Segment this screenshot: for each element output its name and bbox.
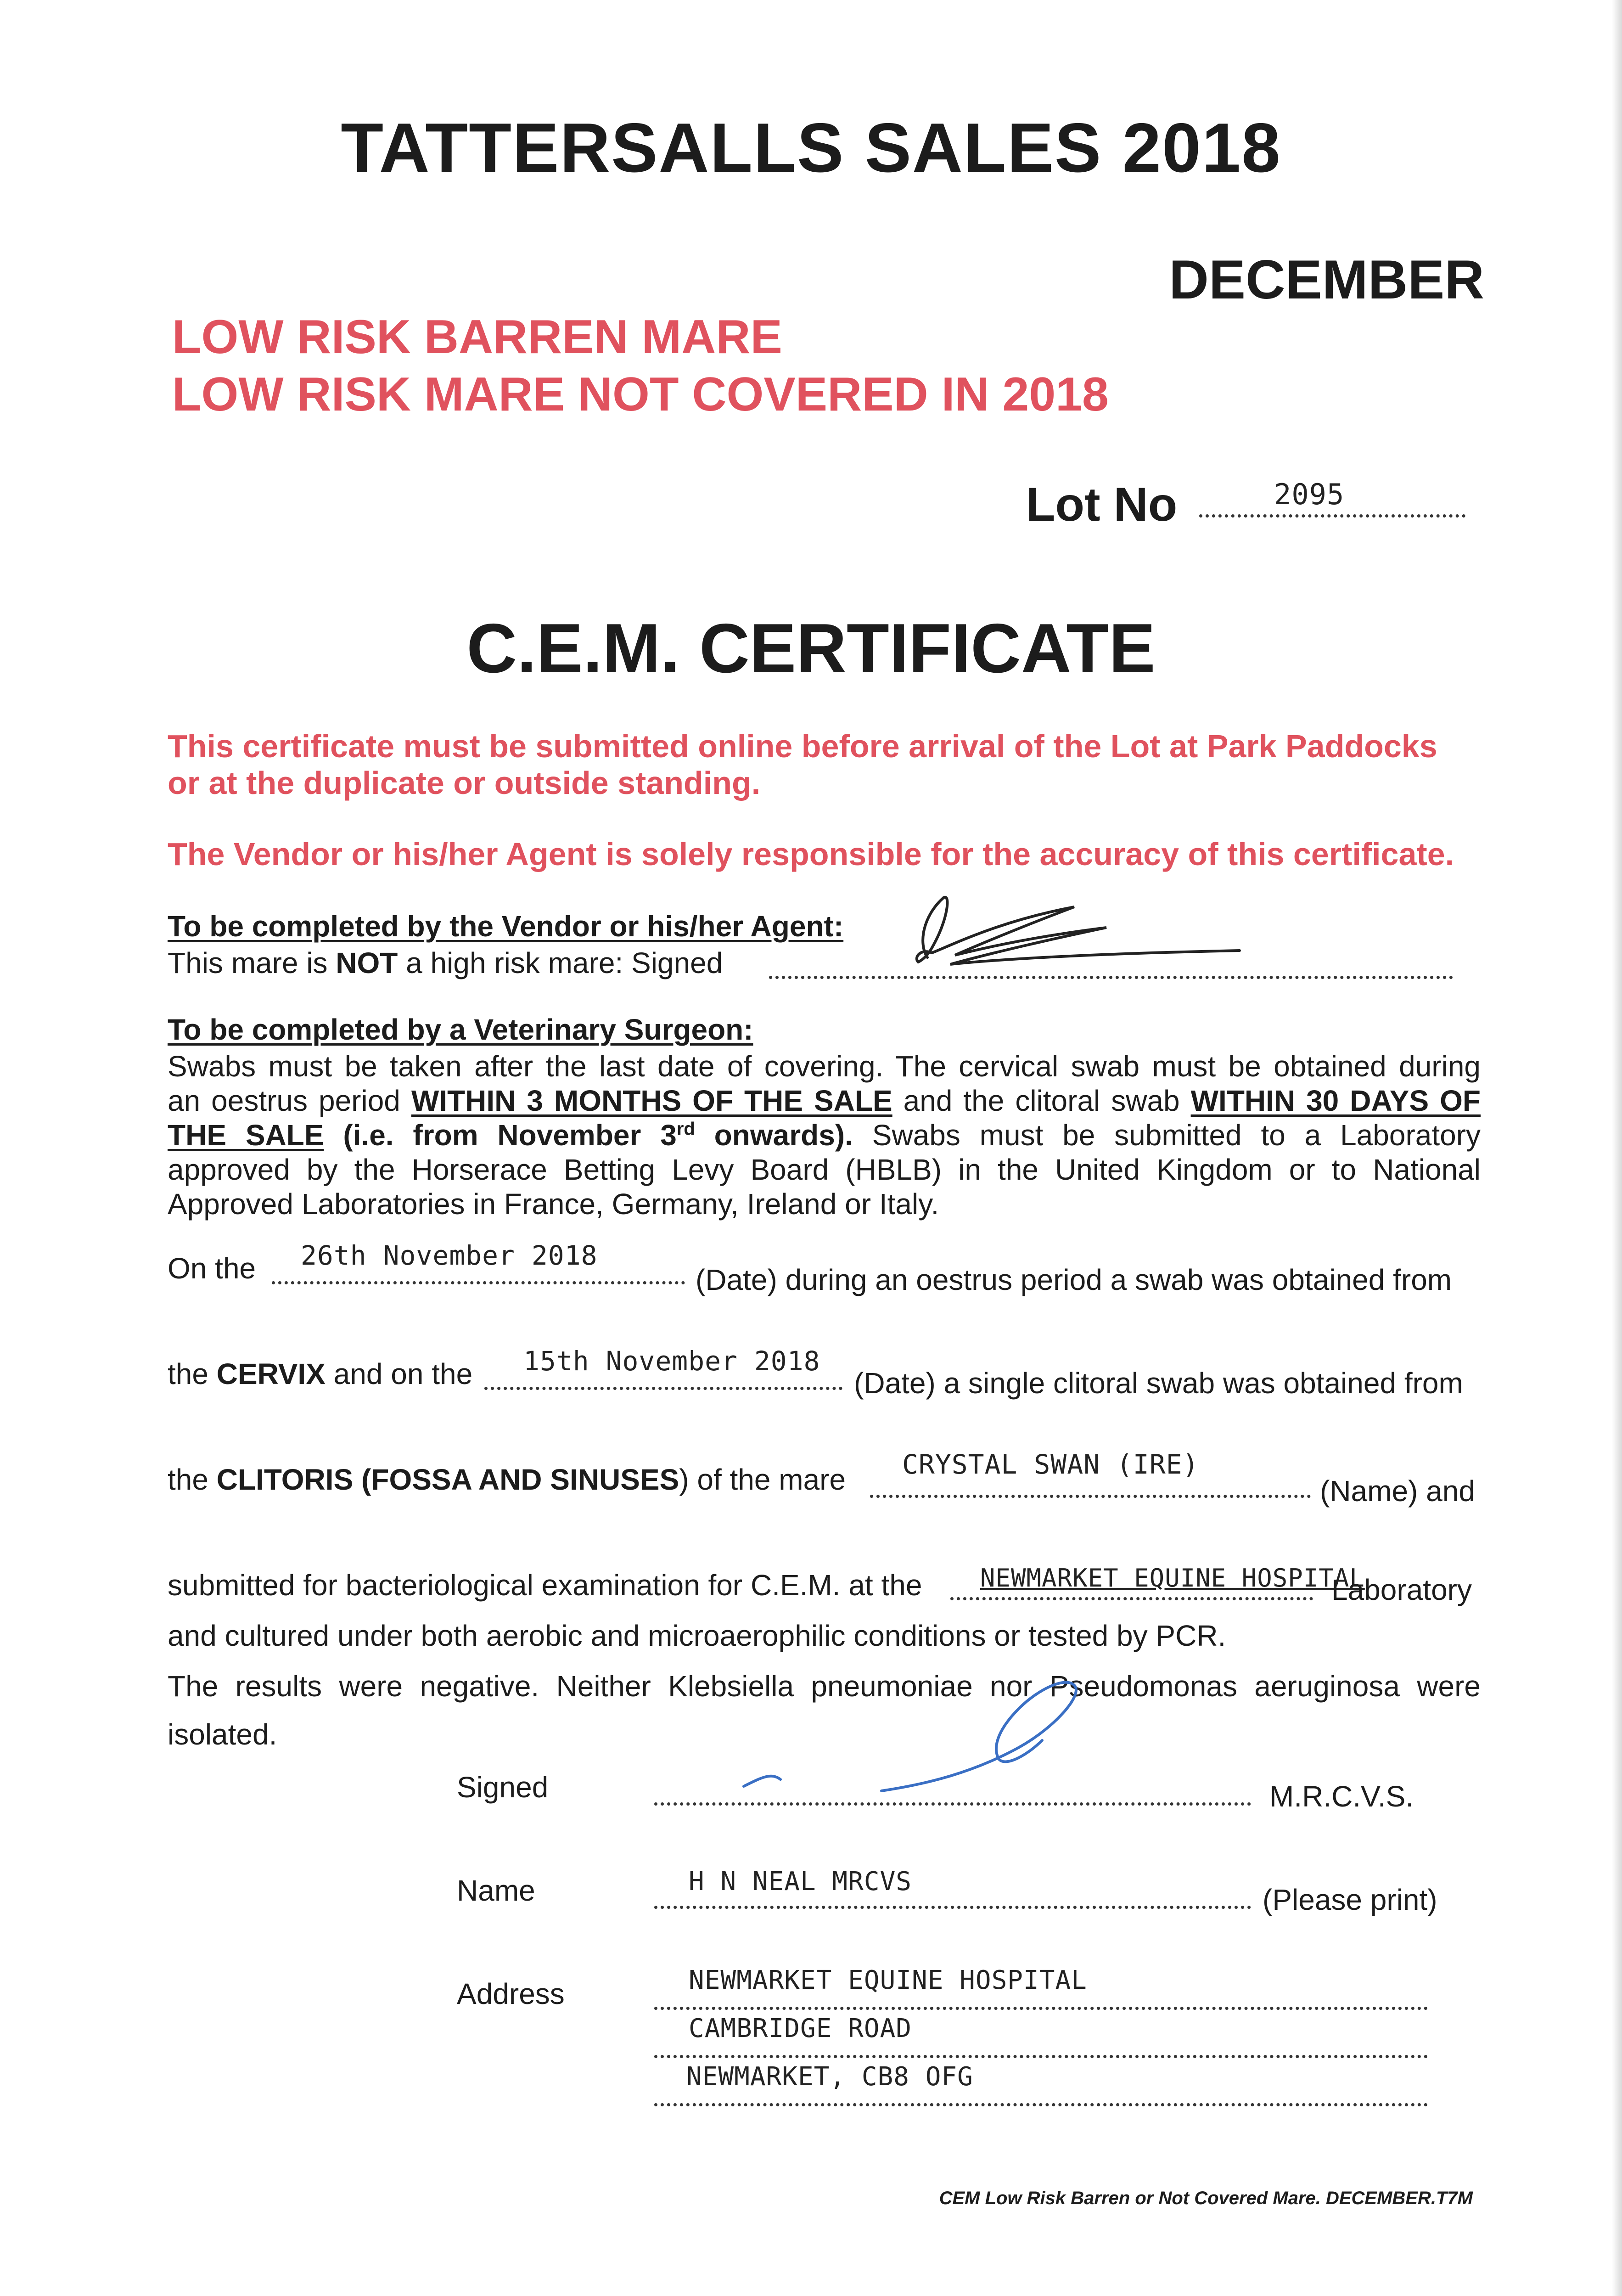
vet-para-line-2 xyxy=(168,1084,1481,1118)
vet-para-l3-d: Swabs must be submitted to a Laboratory xyxy=(853,1119,1481,1152)
clitoral-date-tail: (Date) a single clitoral swab was obtained from xyxy=(854,1367,1463,1400)
vet-para-line-4: approved by the Horserace Betting Levy Board (HBLB) in the United Kingdom or to National xyxy=(168,1153,1481,1186)
vet-para-l2-b: WITHIN 3 MONTHS OF THE SALE xyxy=(411,1084,892,1117)
lot-number-value: 2095 xyxy=(1274,478,1345,511)
form-line-2 xyxy=(168,1357,472,1391)
lot-number-label: Lot No xyxy=(1026,478,1178,531)
clitoral-date-value: 15th November 2018 xyxy=(523,1345,820,1377)
mrcvs-label: M.R.C.V.S. xyxy=(1269,1780,1414,1813)
cervix-date-tail: (Date) during an oestrus period a swab was obtained from xyxy=(696,1263,1452,1296)
vet-name-value: H N NEAL MRCVS xyxy=(689,1867,912,1896)
form-line-3 xyxy=(168,1463,846,1497)
address-dots-2 xyxy=(654,2055,1428,2058)
vendor-statement-pre: This mare is xyxy=(168,946,336,979)
address-dots-3 xyxy=(654,2103,1428,2106)
category-line-1: LOW RISK BARREN MARE xyxy=(172,310,782,364)
form-l3-clitoris: CLITORIS (FOSSA AND SINUSES xyxy=(216,1463,679,1496)
vendor-signature-dots xyxy=(769,976,1453,979)
address-line-1: NEWMARKET EQUINE HOSPITAL xyxy=(689,1965,1087,1995)
vendor-statement-post: a high risk mare: Signed xyxy=(398,946,723,979)
form-l3-pre: the xyxy=(168,1463,217,1496)
cervix-date-value: 26th November 2018 xyxy=(301,1240,598,1271)
form-line-7: isolated. xyxy=(168,1718,277,1751)
form-l3-mid: ) of the mare xyxy=(679,1463,846,1496)
lab-tail: Laboratory xyxy=(1331,1573,1472,1606)
sale-title: TATTERSALLS SALES 2018 xyxy=(341,109,1281,187)
form-line-4: submitted for bacteriological examination for C.E.M. at the xyxy=(168,1569,922,1602)
on-the-label: On the xyxy=(168,1252,256,1285)
vet-para-l2-c: and the clitoral swab xyxy=(892,1084,1191,1117)
vet-signed-label: Signed xyxy=(457,1771,549,1804)
address-dots-1 xyxy=(654,2007,1428,2010)
lab-name-value: NEWMARKET EQUINE HOSPITAL xyxy=(980,1564,1365,1593)
vet-para-line-1: Swabs must be taken after the last date of covering. The cervical swab must be obtained during xyxy=(168,1050,1481,1083)
vendor-signature xyxy=(900,889,1258,976)
vendor-statement xyxy=(168,946,723,980)
vet-para-l2-a: an oestrus period xyxy=(168,1084,411,1117)
lab-name-dots xyxy=(950,1597,1313,1600)
vet-signature xyxy=(735,1653,1111,1805)
vet-para-l3-b: (i.e. from November 3 xyxy=(324,1119,677,1152)
vet-name-label: Name xyxy=(457,1874,535,1907)
form-line-6: The results were negative. Neither Klebsiella pneumoniae nor Pseudomonas aeruginosa were xyxy=(168,1670,1481,1703)
vendor-statement-not: NOT xyxy=(336,946,398,979)
sale-month: DECEMBER xyxy=(1169,249,1484,310)
address-line-3: NEWMARKET, CB8 OFG xyxy=(686,2062,973,2092)
notice-line-2: or at the duplicate or outside standing. xyxy=(168,765,761,801)
vendor-heading: To be completed by the Vendor or his/her Agent: xyxy=(168,910,844,943)
vet-address-label: Address xyxy=(457,1977,565,2010)
notice-line-1: This certificate must be submitted online before arrival of the Lot at Park Paddocks xyxy=(168,728,1437,764)
vet-para-l3-sup: rd xyxy=(676,1119,695,1139)
certificate-title: C.E.M. CERTIFICATE xyxy=(466,609,1156,687)
category-line-2: LOW RISK MARE NOT COVERED IN 2018 xyxy=(172,368,1109,421)
mare-name-dots xyxy=(870,1495,1311,1498)
vet-para-line-3 xyxy=(168,1118,1481,1152)
vet-para-l2-d: WITHIN 30 DAYS OF xyxy=(1190,1084,1481,1117)
scan-edge xyxy=(1612,0,1622,2296)
address-line-2: CAMBRIDGE ROAD xyxy=(689,2014,912,2043)
lot-number-dots xyxy=(1199,514,1465,518)
responsibility-notice: The Vendor or his/her Agent is solely responsible for the accuracy of this certificate. xyxy=(168,836,1454,872)
vet-heading: To be completed by a Veterinary Surgeon: xyxy=(168,1013,753,1046)
vet-para-l3-a: THE SALE xyxy=(168,1119,324,1152)
cervix-date-dots xyxy=(272,1281,685,1284)
vet-para-line-5: Approved Laboratories in France, Germany, Ireland or Italy. xyxy=(168,1187,939,1221)
vet-para-l3-c: onwards). xyxy=(695,1119,853,1152)
vet-name-dots xyxy=(654,1906,1251,1909)
form-line-5: and cultured under both aerobic and microaerophilic conditions or tested by PCR. xyxy=(168,1619,1226,1652)
mare-name-value: CRYSTAL SWAN (IRE) xyxy=(902,1449,1199,1480)
mare-name-tail: (Name) and xyxy=(1320,1474,1475,1508)
form-l2-pre: the xyxy=(168,1357,217,1390)
form-l2-mid: and on the xyxy=(325,1357,473,1390)
form-l2-cervix: CERVIX xyxy=(216,1357,326,1390)
footer-code: CEM Low Risk Barren or Not Covered Mare. DECEMBER.T7M xyxy=(939,2188,1473,2208)
clitoral-date-dots xyxy=(484,1387,842,1390)
please-print-label: (Please print) xyxy=(1263,1883,1437,1916)
